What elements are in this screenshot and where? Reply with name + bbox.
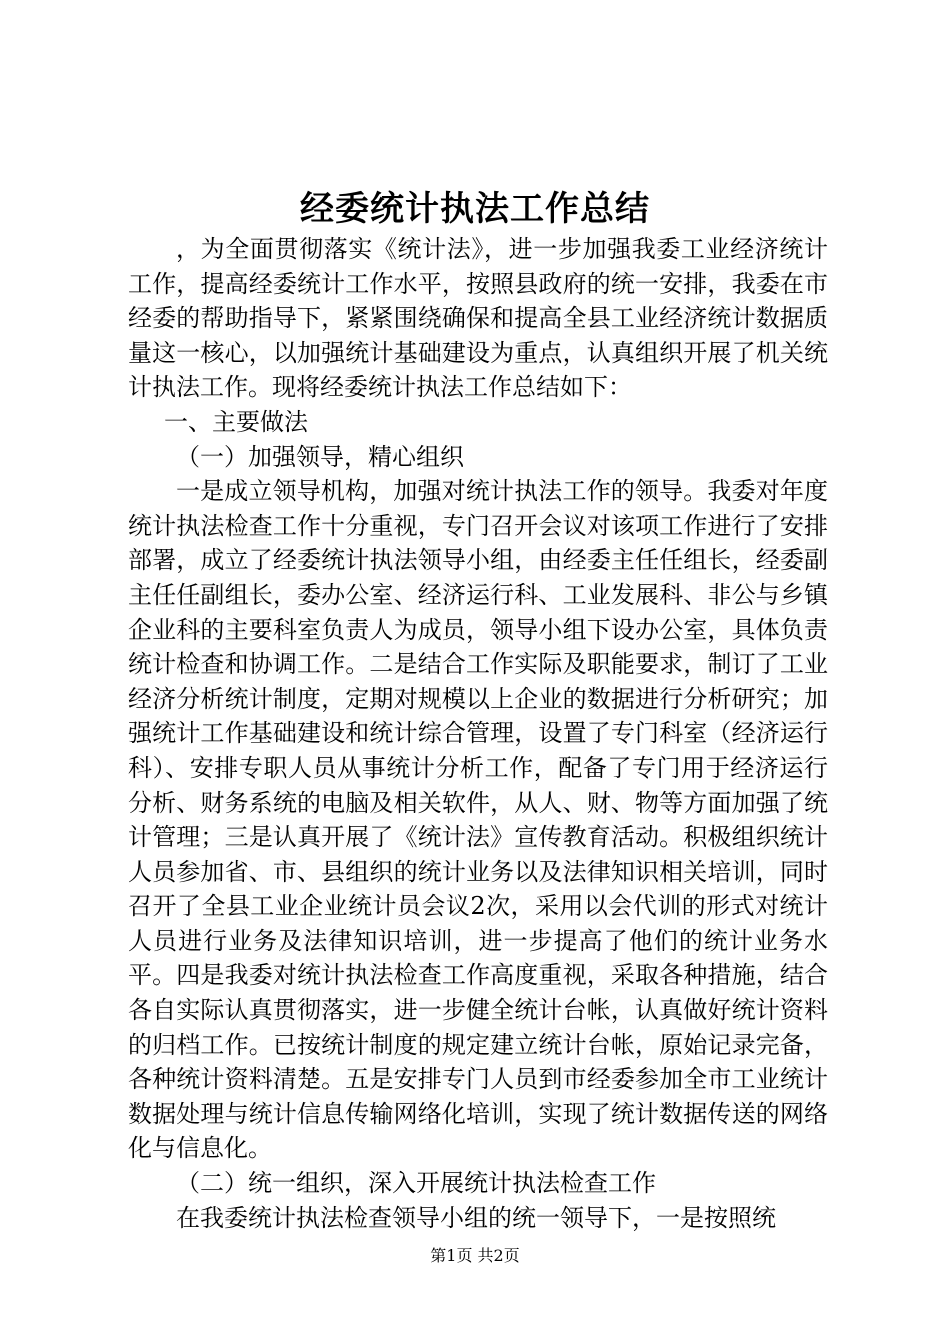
section-heading-main-practices: 一、主要做法	[164, 407, 308, 436]
leadership-paragraph: 一是成立领导机构，加强对统计执法工作的领导。我委对年度统计执法检查工作十分重视，专门召开会议对该项工作进行了安排部署，成立了经委统计执法领导小组，由经委主任任组长，经委副主任任副组长，委办公室、经济运行科、工业发展科、非公与乡镇企业科的主要科室负责人为成员，领导小组下设办公室，具体负责统计检查和协调工作。二是结合工作实际及职能要求，制订了工业经济分析统计制度，定期对规模以上企业的数据进行分析研究；加强统计工作基础建设和统计综合管理，设置了专门科室（经济运行科）、安排专职人员从事统计分析工作，配备了专门用于经济运行分析、财务系统的电脑及相关软件，从人、财、物等方面加强了统计管理；三是认真开展了《统计法》宣传教育活动。积极组织统计人员参加省、市、县组织的统计业务以及法律知识相关培训，同时召开了全县工业企业统计员会议2次，采用以会代训的形式对统计人员进行业务及法律知识培训，进一步提高了他们的统计业务水平。四是我委对统计执法检查工作高度重视，采取各种措施，结合各自实际认真贯彻落实，进一步健全统计台帐，认真做好统计资料的归档工作。已按统计制度的规定建立统计台帐，原始记录完备，各种统计资料清楚。五是安排专门人员到市经委参加全市工业统计数据处理与统计信息传输网络化培训，实现了统计数据传送的网络化与信息化。	[128, 477, 828, 1163]
inspection-paragraph: 在我委统计执法检查领导小组的统一领导下，一是按照统	[176, 1203, 776, 1232]
page-footer: 第1页 共2页	[430, 1246, 520, 1265]
intro-paragraph: ，为全面贯彻落实《统计法》，进一步加强我委工业经济统计工作，提高经委统计工作水平，按照县政府的统一安排，我委在市经委的帮助指导下，紧紧围绕确保和提高全县工业经济统计数据质量这一核心，以加强统计基础建设为重点，认真组织开展了机关统计执法工作。现将经委统计执法工作总结如下：	[128, 235, 828, 402]
subsection-heading-inspection: （二）统一组织，深入开展统计执法检查工作	[176, 1169, 656, 1198]
document-body	[128, 232, 828, 1235]
subsection-heading-leadership: （一）加强领导，精心组织	[176, 442, 464, 471]
document-title: 经委统计执法工作总结	[300, 189, 650, 229]
